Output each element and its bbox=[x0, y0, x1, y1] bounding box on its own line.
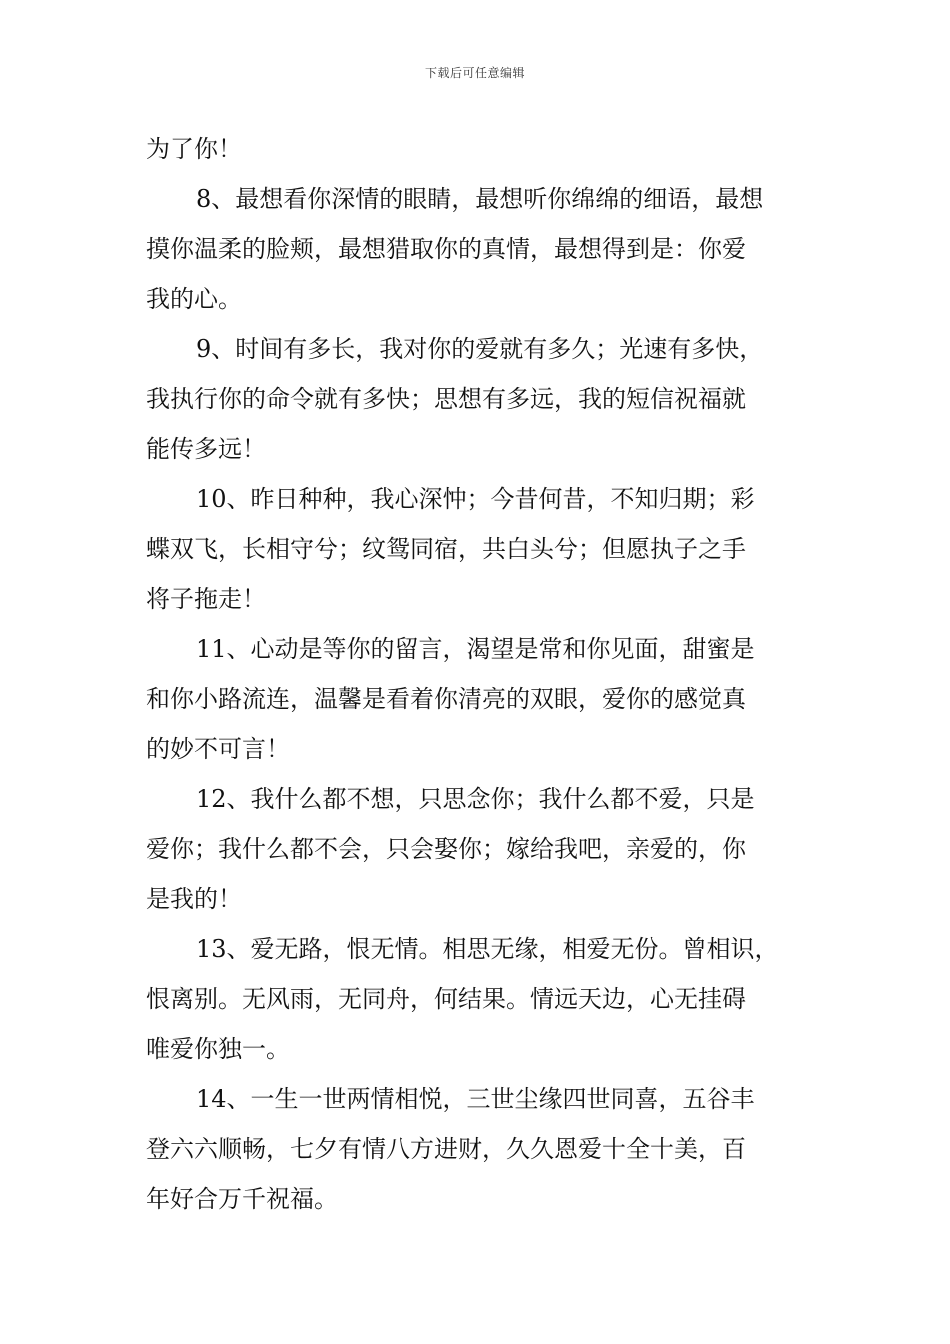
paragraph-line: 13、爱无路，恨无情。相思无缘，相爱无份。曾相识， bbox=[196, 935, 779, 963]
paragraph-line: 登六六顺畅，七夕有情八方进财，久久恩爱十全十美，百 bbox=[146, 1135, 746, 1163]
paragraph-line: 蝶双飞，长相守兮；纹鸳同宿，共白头兮；但愿执子之手 bbox=[146, 535, 746, 563]
paragraph-line: 爱你；我什么都不会，只会娶你；嫁给我吧，亲爱的，你 bbox=[146, 835, 746, 863]
paragraph-line: 14、一生一世两情相悦，三世尘缘四世同喜，五谷丰 bbox=[196, 1085, 755, 1113]
paragraph-line: 摸你温柔的脸颊，最想猎取你的真情，最想得到是：你爱 bbox=[146, 235, 746, 263]
paragraph-line: 为了你！ bbox=[146, 135, 242, 163]
paragraph-line: 12、我什么都不想，只思念你；我什么都不爱，只是 bbox=[196, 785, 755, 813]
paragraph-line: 唯爱你独一。 bbox=[146, 1035, 290, 1063]
paragraph-line: 的妙不可言！ bbox=[146, 735, 290, 763]
paragraph-line: 是我的！ bbox=[146, 885, 242, 913]
page-header-note: 下载后可任意编辑 bbox=[424, 66, 525, 80]
paragraph-line: 将子拖走！ bbox=[146, 585, 266, 613]
paragraph-line: 年好合万千祝福。 bbox=[146, 1185, 338, 1213]
document-body bbox=[146, 124, 810, 1224]
paragraph-line: 11、心动是等你的留言，渴望是常和你见面，甜蜜是 bbox=[196, 635, 755, 663]
paragraph-line: 和你小路流连，温馨是看着你清亮的双眼，爱你的感觉真 bbox=[146, 685, 746, 713]
paragraph-line: 8、最想看你深情的眼睛，最想听你绵绵的细语，最想 bbox=[196, 185, 764, 213]
paragraph-line: 10、昨日种种，我心深忡；今昔何昔，不知归期；彩 bbox=[196, 485, 755, 513]
paragraph-line: 9、时间有多长，我对你的爱就有多久；光速有多快， bbox=[196, 335, 764, 363]
paragraph-line: 我执行你的命令就有多快；思想有多远，我的短信祝福就 bbox=[146, 385, 746, 413]
paragraph-line: 恨离别。无风雨，无同舟，何结果。情远天边，心无挂碍 bbox=[146, 985, 746, 1013]
paragraph-line: 我的心。 bbox=[146, 285, 242, 313]
paragraph-line: 能传多远！ bbox=[146, 435, 266, 463]
